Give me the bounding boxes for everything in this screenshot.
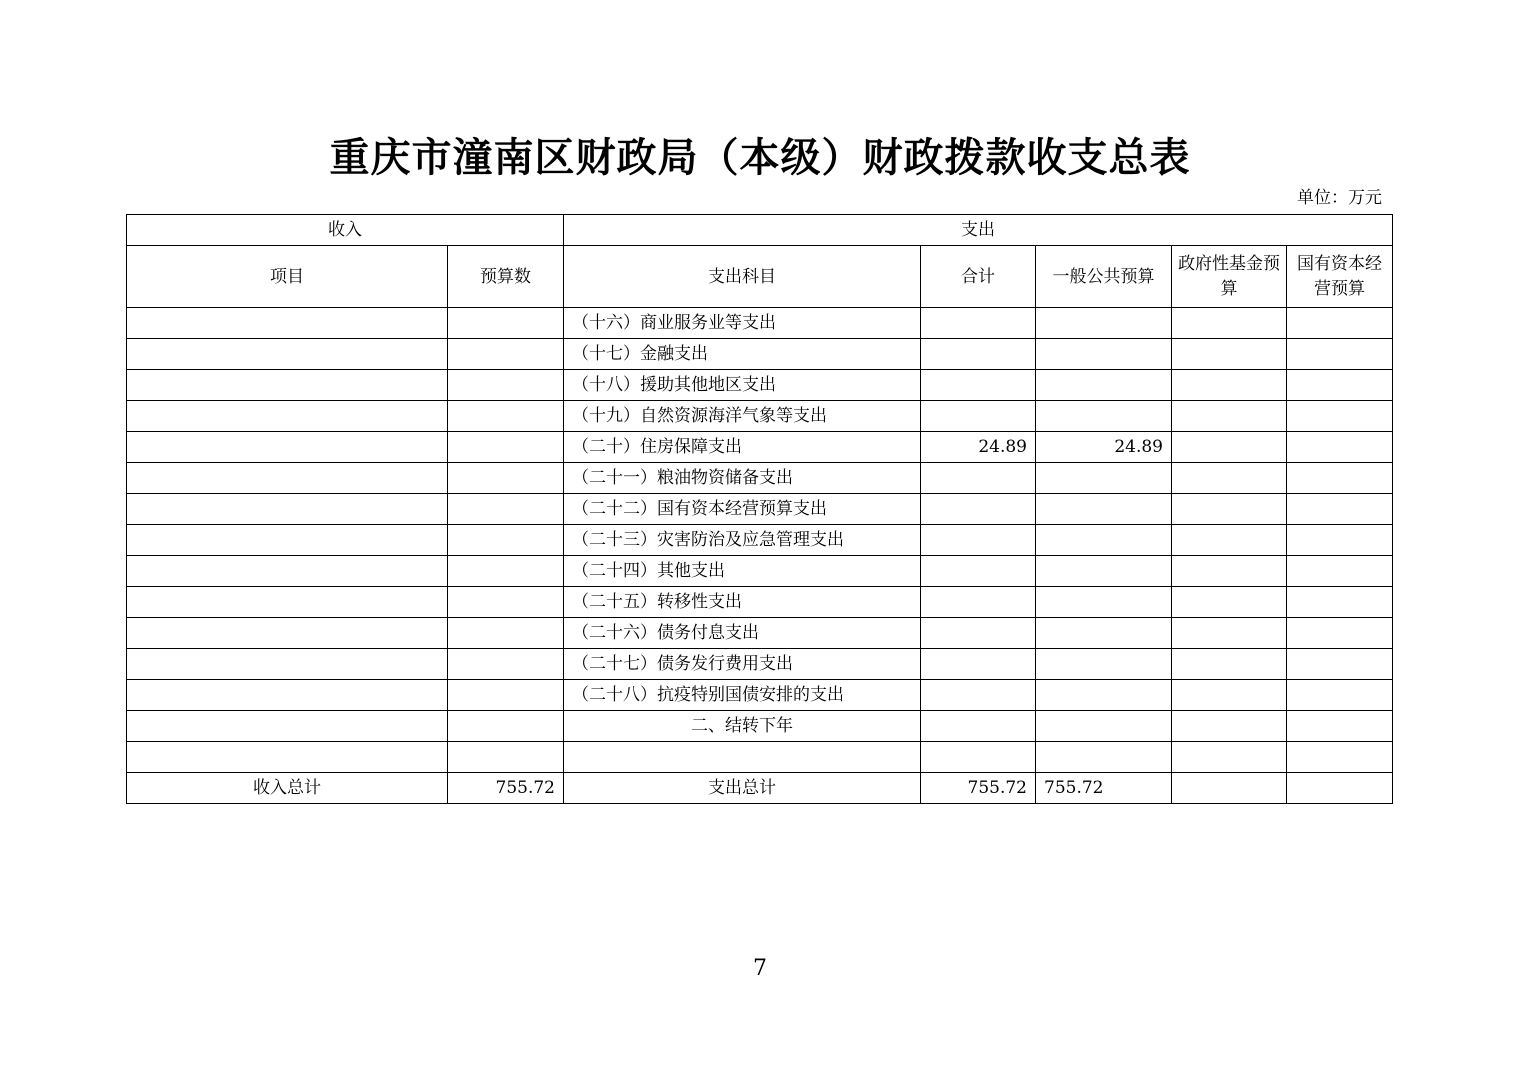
cell-total: [921, 463, 1036, 494]
cell-state-capital: [1287, 463, 1393, 494]
cell-general: [1036, 494, 1172, 525]
cell-gov-fund: [1172, 494, 1287, 525]
table-row: [127, 494, 1393, 525]
cell-state-capital: [1287, 680, 1393, 711]
header-item: 项目: [127, 246, 448, 308]
cell-subject: （二十四）其他支出: [564, 556, 921, 587]
cell-state-capital: [1287, 649, 1393, 680]
cell-budget: [448, 494, 564, 525]
cell-budget: [448, 370, 564, 401]
cell-state-capital: [1287, 401, 1393, 432]
cell-subject: （二十八）抗疫特别国债安排的支出: [564, 680, 921, 711]
cell-gov-fund: [1172, 711, 1287, 742]
cell-budget: [448, 308, 564, 339]
cell-total: 24.89: [921, 432, 1036, 463]
budget-table: [126, 214, 1393, 804]
table-row: [127, 525, 1393, 556]
header-income: 收入: [127, 215, 564, 246]
header-state-capital-budget: 国有资本经营预算: [1287, 246, 1393, 308]
header-expense-subject: 支出科目: [564, 246, 921, 308]
header-gov-fund-budget: 政府性基金预算: [1172, 246, 1287, 308]
cell-general: [1036, 649, 1172, 680]
cell-gov-fund: [1172, 463, 1287, 494]
cell-total: [921, 618, 1036, 649]
table-row: [127, 556, 1393, 587]
page-number: 7: [753, 956, 767, 981]
cell-state-capital: [1287, 711, 1393, 742]
cell-gov-fund: [1172, 649, 1287, 680]
table-row: [127, 339, 1393, 370]
cell-total: [921, 308, 1036, 339]
cell-budget: [448, 649, 564, 680]
totals-row: [127, 773, 1393, 804]
cell-budget: [448, 680, 564, 711]
cell-state-capital: [1287, 308, 1393, 339]
cell-gov-fund: [1172, 618, 1287, 649]
table-row: [127, 308, 1393, 339]
expense-total-value: 755.72: [921, 773, 1036, 804]
cell-budget: [448, 556, 564, 587]
cell-subject: （二十七）债务发行费用支出: [564, 649, 921, 680]
table-row: [127, 401, 1393, 432]
cell-item: [127, 401, 448, 432]
header-row-2: [127, 246, 1393, 308]
cell-item: [127, 556, 448, 587]
table-row: [127, 463, 1393, 494]
cell-total: [921, 556, 1036, 587]
cell-total: [921, 742, 1036, 773]
cell-subject: （十七）金融支出: [564, 339, 921, 370]
cell-gov-fund: [1172, 308, 1287, 339]
cell-subject: （二十）住房保障支出: [564, 432, 921, 463]
page-title: 重庆市潼南区财政局（本级）财政拨款收支总表: [329, 134, 1191, 181]
cell-general: [1036, 711, 1172, 742]
header-budget: 预算数: [448, 246, 564, 308]
cell-gov-fund: [1172, 556, 1287, 587]
cell-general: [1036, 370, 1172, 401]
cell-subject: （二十五）转移性支出: [564, 587, 921, 618]
cell-state-capital: [1287, 525, 1393, 556]
cell-state-capital: [1287, 742, 1393, 773]
income-total-label: 收入总计: [127, 773, 448, 804]
cell-item: [127, 742, 448, 773]
cell-total: [921, 525, 1036, 556]
cell-item: [127, 494, 448, 525]
header-general-budget: 一般公共预算: [1036, 246, 1172, 308]
income-total-value: 755.72: [448, 773, 564, 804]
header-total: 合计: [921, 246, 1036, 308]
cell-general: [1036, 401, 1172, 432]
cell-total: [921, 370, 1036, 401]
cell-general: [1036, 587, 1172, 618]
cell-state-capital: [1287, 587, 1393, 618]
cell-item: [127, 525, 448, 556]
cell-total: [921, 401, 1036, 432]
cell-gov-fund: [1172, 401, 1287, 432]
cell-gov-fund: [1172, 339, 1287, 370]
cell-gov-fund: [1172, 432, 1287, 463]
table-row: [127, 432, 1393, 463]
cell-item: [127, 370, 448, 401]
cell-total: [921, 587, 1036, 618]
cell-budget: [448, 432, 564, 463]
carry-forward-row: [127, 711, 1393, 742]
cell-general: [1036, 742, 1172, 773]
cell-state-capital: [1287, 370, 1393, 401]
cell-total: [921, 711, 1036, 742]
cell-item: [127, 463, 448, 494]
cell-gov-fund: [1172, 742, 1287, 773]
table-row: [127, 649, 1393, 680]
cell-budget: [448, 525, 564, 556]
expense-general-total: 755.72: [1036, 773, 1172, 804]
header-expense: 支出: [564, 215, 1393, 246]
cell-general: [1036, 618, 1172, 649]
cell-general: [1036, 463, 1172, 494]
cell-subject: （十八）援助其他地区支出: [564, 370, 921, 401]
cell-subject: （十九）自然资源海洋气象等支出: [564, 401, 921, 432]
cell-general: [1036, 680, 1172, 711]
cell-budget: [448, 618, 564, 649]
expense-total-label: 支出总计: [564, 773, 921, 804]
cell-total: [921, 494, 1036, 525]
cell-item: [127, 711, 448, 742]
cell-state-capital: [1287, 494, 1393, 525]
cell-total: [921, 649, 1036, 680]
table-row: [127, 618, 1393, 649]
cell-general: 24.89: [1036, 432, 1172, 463]
cell-general: [1036, 525, 1172, 556]
cell-general: [1036, 308, 1172, 339]
cell-state-capital: [1287, 618, 1393, 649]
cell-state-capital: [1287, 773, 1393, 804]
cell-subject: （十六）商业服务业等支出: [564, 308, 921, 339]
cell-budget: [448, 401, 564, 432]
cell-general: [1036, 339, 1172, 370]
cell-total: [921, 339, 1036, 370]
cell-gov-fund: [1172, 680, 1287, 711]
cell-budget: [448, 587, 564, 618]
table-row: [127, 587, 1393, 618]
cell-subject: （二十一）粮油物资储备支出: [564, 463, 921, 494]
cell-subject: （二十六）债务付息支出: [564, 618, 921, 649]
cell-budget: [448, 339, 564, 370]
cell-budget: [448, 463, 564, 494]
cell-subject: [564, 742, 921, 773]
cell-item: [127, 339, 448, 370]
cell-gov-fund: [1172, 370, 1287, 401]
cell-state-capital: [1287, 556, 1393, 587]
cell-carry-forward: 二、结转下年: [564, 711, 921, 742]
cell-general: [1036, 556, 1172, 587]
cell-state-capital: [1287, 432, 1393, 463]
cell-gov-fund: [1172, 525, 1287, 556]
cell-state-capital: [1287, 339, 1393, 370]
cell-item: [127, 680, 448, 711]
cell-gov-fund: [1172, 773, 1287, 804]
table-row: [127, 680, 1393, 711]
header-row-1: [127, 215, 1393, 246]
cell-subject: （二十三）灾害防治及应急管理支出: [564, 525, 921, 556]
cell-item: [127, 618, 448, 649]
cell-budget: [448, 742, 564, 773]
cell-subject: （二十二）国有资本经营预算支出: [564, 494, 921, 525]
cell-item: [127, 308, 448, 339]
empty-row: [127, 742, 1393, 773]
table-row: [127, 370, 1393, 401]
cell-budget: [448, 711, 564, 742]
unit-label: 单位：万元: [1297, 188, 1382, 208]
cell-item: [127, 649, 448, 680]
cell-item: [127, 587, 448, 618]
cell-gov-fund: [1172, 587, 1287, 618]
cell-total: [921, 680, 1036, 711]
cell-item: [127, 432, 448, 463]
